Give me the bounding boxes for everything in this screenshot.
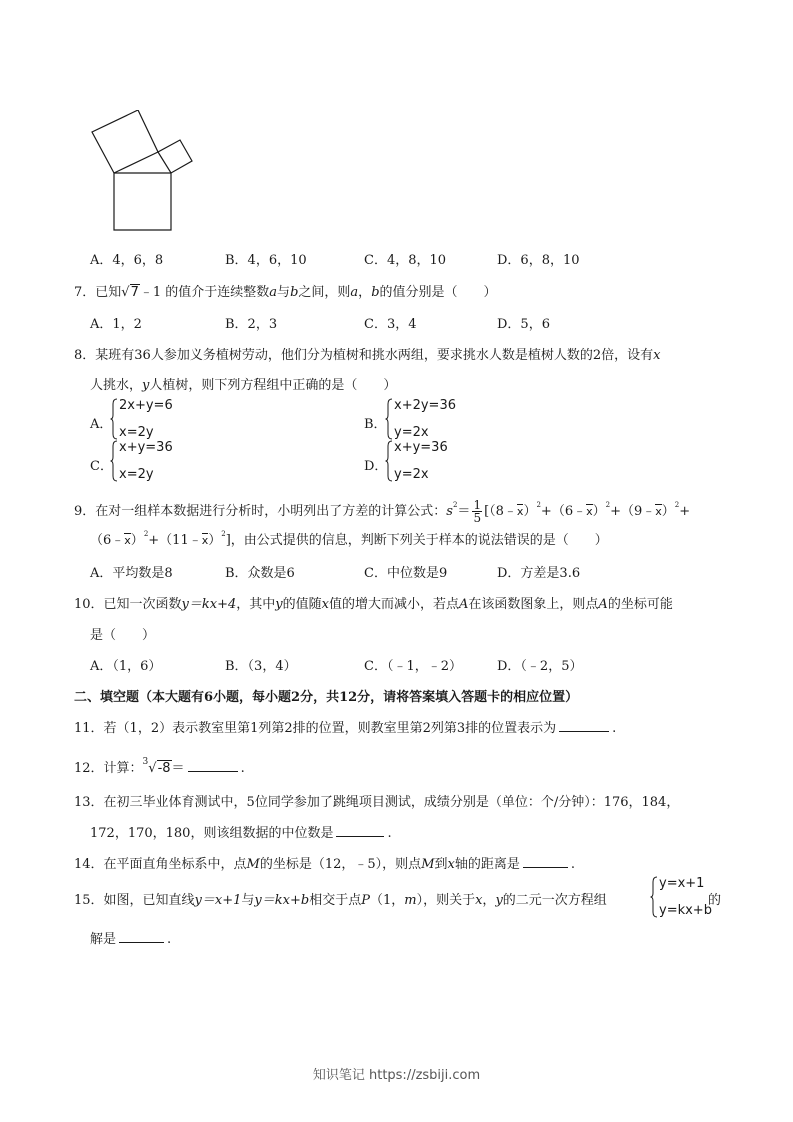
q9-option-c: C．中位数是9 bbox=[364, 566, 448, 581]
q8-option-b-system: x+2y=36 y=2x bbox=[385, 398, 456, 440]
q10-option-a: A．（1，6） bbox=[90, 659, 162, 674]
q9-option-d: D．方差是3.6 bbox=[497, 566, 581, 581]
brace-icon bbox=[385, 398, 393, 440]
q7-option-b: B．2，3 bbox=[225, 317, 278, 332]
q8-option-d-label: D． bbox=[364, 459, 388, 474]
q14-stem: 14．在平面直角坐标系中，点M的坐标是（12，﹣5），则点M到x轴的距离是 . bbox=[74, 857, 576, 872]
q6-option-d: D．6，8，10 bbox=[497, 253, 580, 268]
q15-equation-system: y=x+1 y=kx+b bbox=[650, 876, 712, 918]
sqrt-sign: √ bbox=[121, 285, 130, 300]
q10-option-c: C．（﹣1，﹣2） bbox=[364, 659, 462, 674]
answer-blank bbox=[559, 719, 609, 732]
q9-stem-line2: （6﹣x）$^2$+（11﹣x）$^2$]，由公式提供的信息，判断下列关于样本的说法错误的是（ ） bbox=[90, 530, 608, 548]
q8-option-d-system: x+y=36 y=2x bbox=[385, 440, 448, 482]
q7-stem: 7．已知√7﹣1 的值介于连续整数a与b之间，则a，b的值分别是（ ） bbox=[74, 285, 497, 300]
square-small bbox=[158, 140, 192, 173]
answer-blank bbox=[188, 759, 238, 772]
q8-option-c-system: x+y=36 x=2y bbox=[110, 440, 173, 482]
q7-option-a: A．1，2 bbox=[90, 317, 142, 332]
q6-option-a: A．4，6，8 bbox=[90, 253, 164, 268]
q11-stem: 11．若（1，2）表示教室里第1列第2排的位置，则教室里第2列第3排的位置表示为 . bbox=[74, 721, 617, 736]
q15-stem-line2: 解是 . bbox=[90, 932, 172, 947]
q10-stem-line1: 10．已知一次函数y＝kx+4，其中y的值随x值的增大而减小，若点A在该函数图象上，则点A的坐标可能 bbox=[74, 597, 673, 612]
q6-option-b: B．4，6，10 bbox=[225, 253, 307, 268]
q15-stem-line1: 15．如图，已知直线y＝x+1与y＝kx+b相交于点P（1，m），则关于x，y的二元一次方程组 bbox=[74, 893, 607, 908]
brace-icon bbox=[650, 876, 658, 918]
fraction: $\frac{1}{5}$ bbox=[473, 498, 482, 525]
q8-option-c-label: C． bbox=[90, 459, 113, 474]
q9-option-b: B．众数是6 bbox=[225, 566, 295, 581]
q8-option-a-label: A． bbox=[90, 417, 113, 432]
q13-stem-line2: 172，170，180，则该组数据的中位数是 . bbox=[90, 826, 392, 841]
q10-option-b: B．（3，4） bbox=[225, 659, 297, 674]
q7-option-d: D．5，6 bbox=[497, 317, 550, 332]
brace-icon bbox=[110, 398, 118, 440]
q13-stem-line1: 13．在初三毕业体育测试中，5位同学参加了跳绳项目测试，成绩分别是（单位：个/分钟）：176，184， bbox=[74, 795, 680, 810]
answer-blank bbox=[523, 855, 568, 868]
q8-stem-line1: 8．某班有36人参加义务植树劳动，他们分为植树和挑水两组，要求挑水人数是植树人数的2倍，设有x bbox=[74, 348, 661, 363]
square-large bbox=[114, 173, 171, 230]
q7-option-c: C．3，4 bbox=[364, 317, 417, 332]
q15-tail: 的 bbox=[708, 893, 722, 908]
footer-watermark: 知识笔记 https://zsbiji.com bbox=[312, 1068, 481, 1083]
square-hypotenuse bbox=[92, 110, 158, 173]
q10-stem-line2: 是（ ） bbox=[90, 628, 156, 643]
q8-option-a-system: 2x+y=6 x=2y bbox=[110, 398, 173, 440]
q8-option-b-label: B． bbox=[364, 417, 387, 432]
answer-blank bbox=[119, 930, 164, 943]
q6-figure bbox=[88, 110, 198, 232]
section-title-fill-in: 二、填空题（本大题有6小题，每小题2分，共12分，请将答案填入答题卡的相应位置） bbox=[74, 690, 579, 705]
q9-stem-line1: 9．在对一组样本数据进行分析时，小明列出了方差的计算公式：$s^2=$ $\frac{1}{5}$ [（8﹣x）$^2$+（6﹣x）$^2$+（9﹣x）$^2$+ bbox=[74, 498, 691, 525]
q8-stem-line2: 人挑水，y人植树，则下列方程组中正确的是（ ） bbox=[90, 378, 397, 393]
q9-option-a: A．平均数是8 bbox=[90, 566, 173, 581]
answer-blank bbox=[336, 824, 384, 837]
brace-icon bbox=[385, 440, 393, 482]
q6-option-c: C．4，8，10 bbox=[364, 253, 447, 268]
q10-option-d: D．（﹣2，5） bbox=[497, 659, 583, 674]
brace-icon bbox=[110, 440, 118, 482]
q12-stem: 12．计算：$^3$√-8＝ . bbox=[74, 757, 245, 776]
